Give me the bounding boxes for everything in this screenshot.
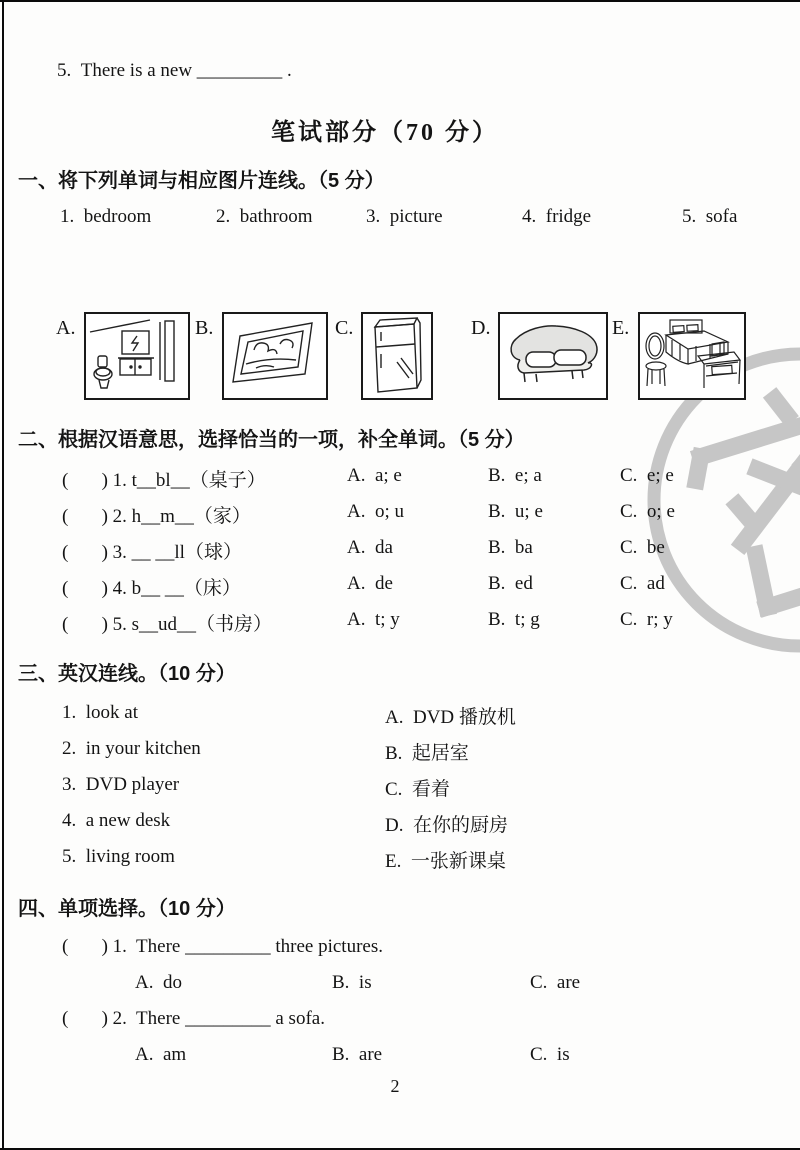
listening-question-5: 5. There is a new _________ .: [57, 60, 292, 81]
section3-right-b: B. 起居室: [385, 743, 469, 764]
bathroom-illustration-icon: [86, 314, 188, 398]
section4-question1-option-a: A. do: [135, 972, 182, 993]
section1-word-2: 2. bathroom: [216, 206, 313, 227]
sofa-illustration-icon: [500, 314, 606, 398]
page-number: 2: [390, 1076, 400, 1096]
picture-label-a: A.: [56, 317, 76, 339]
section2-row3-option-c: C. be: [620, 537, 665, 558]
section2-row2-option-c: C. o; e: [620, 501, 675, 522]
fridge-illustration-icon: [363, 314, 431, 398]
picture-box-b: [222, 312, 328, 400]
section1-word-3: 3. picture: [366, 206, 443, 227]
section2-row1-option-a: A. a; e: [347, 465, 402, 486]
section3-right-c: C. 看着: [385, 779, 450, 800]
section2-row4-option-a: A. de: [347, 573, 393, 594]
scan-left-border-line: [2, 0, 4, 1150]
section2-row1-option-c: C. e; e: [620, 465, 674, 486]
section1-word-5: 5. sofa: [682, 206, 738, 227]
section2-row5-option-c: C. r; y: [620, 609, 673, 630]
section1-word-4: 4. fridge: [522, 206, 592, 227]
bedroom-illustration-icon: [640, 314, 744, 398]
picture-box-e: [638, 312, 746, 400]
section3-left-4: 4. a new desk: [62, 810, 171, 831]
picture-box-c: [361, 312, 433, 400]
section3-right-a: A. DVD 播放机: [385, 707, 516, 728]
picture-label-e: E.: [612, 317, 630, 339]
section3-left-2: 2. in your kitchen: [62, 738, 201, 759]
section4-question1-option-c: C. are: [530, 972, 581, 993]
section2-row3-option-b: B. ba: [488, 537, 533, 558]
section2-row1-option-b: B. e; a: [488, 465, 542, 486]
section2-row2-option-a: A. o; u: [347, 501, 404, 522]
picture-label-c: C.: [335, 317, 354, 339]
section2-row2-stem: ( ) 2. h__m__（家）: [62, 506, 251, 527]
section2-row5-stem: ( ) 5. s__ud__（书房）: [62, 614, 273, 635]
section4-question2-stem: ( ) 2. There _________ a sofa.: [62, 1008, 325, 1029]
section2-row4-option-c: C. ad: [620, 573, 665, 594]
section4-question1-option-b: B. is: [332, 972, 372, 993]
section1-heading: 一、将下列单词与相应图片连线。（5 分）: [18, 170, 385, 192]
section2-row3-option-a: A. da: [347, 537, 393, 558]
section3-left-5: 5. living room: [62, 846, 175, 867]
section2-row5-option-a: A. t; y: [347, 609, 400, 630]
section3-left-1: 1. look at: [62, 702, 138, 723]
section2-row2-option-b: B. u; e: [488, 501, 543, 522]
written-part-title: 笔试部分（70 分）: [271, 120, 499, 146]
picture-label-d: D.: [471, 317, 491, 339]
section4-question2-option-c: C. is: [530, 1044, 570, 1065]
scan-top-border-line: [0, 0, 800, 2]
section3-right-d: D. 在你的厨房: [385, 815, 508, 836]
picture-box-a: [84, 312, 190, 400]
section4-heading: 四、单项选择。（10 分）: [18, 898, 236, 920]
section4-question2-option-b: B. are: [332, 1044, 383, 1065]
picture-box-d: [498, 312, 608, 400]
section2-row1-stem: ( ) 1. t__bl__（桌子）: [62, 470, 266, 491]
section4-question1-stem: ( ) 1. There _________ three pictures.: [62, 936, 383, 957]
section1-word-1: 1. bedroom: [60, 206, 152, 227]
section2-row5-option-b: B. t; g: [488, 609, 540, 630]
picture-label-b: B.: [195, 317, 214, 339]
section2-heading: 二、根据汉语意思，选择恰当的一项，补全单词。（5 分）: [18, 429, 525, 451]
section2-row4-stem: ( ) 4. b__ __（床）: [62, 578, 241, 599]
section3-left-3: 3. DVD player: [62, 774, 180, 795]
section3-heading: 三、英汉连线。（10 分）: [18, 663, 236, 685]
picture-illustration-icon: [224, 314, 326, 398]
section3-right-e: E. 一张新课桌: [385, 851, 506, 872]
section2-row4-option-b: B. ed: [488, 573, 533, 594]
section4-question2-option-a: A. am: [135, 1044, 187, 1065]
section2-row3-stem: ( ) 3. __ __ll（球）: [62, 542, 242, 563]
